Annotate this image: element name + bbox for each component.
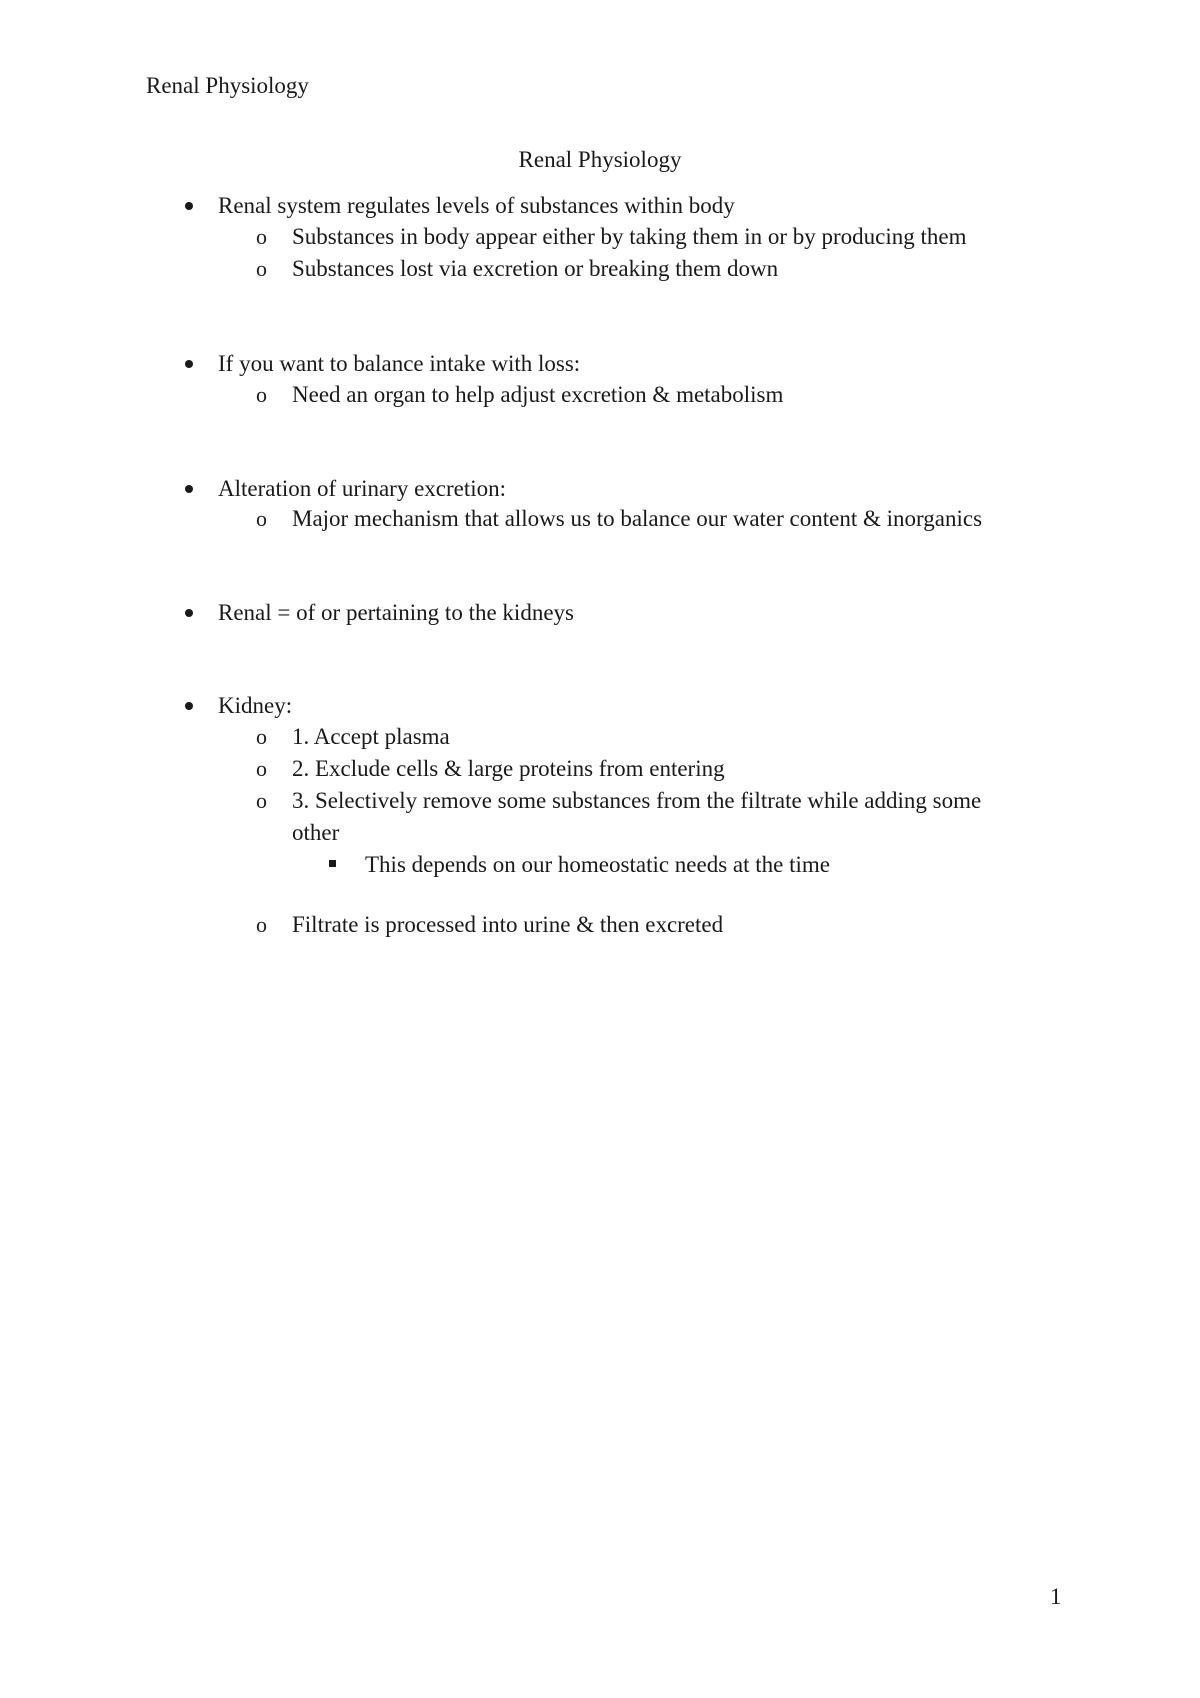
circle-bullet-icon: o (256, 724, 267, 749)
list-item-level1: Kidney: (218, 693, 293, 718)
list-item-level2: Need an organ to help adjust excretion & metabolism (292, 382, 784, 407)
list-item-level3: This depends on our homeostatic needs at the time (365, 852, 830, 877)
list-item-level2: Filtrate is processed into urine & then excreted (292, 912, 724, 937)
list-item-level1: If you want to balance intake with loss: (218, 351, 581, 376)
list-item-level2: 2. Exclude cells & large proteins from entering (292, 756, 725, 781)
circle-bullet-icon: o (256, 912, 267, 937)
circle-bullet-icon: o (256, 788, 267, 813)
page-number: 1 (1050, 1584, 1062, 1609)
bullet-icon (185, 202, 193, 210)
bullet-icon (185, 702, 193, 710)
list-item-level1: Alteration of urinary excretion: (218, 476, 507, 501)
running-header: Renal Physiology (146, 73, 309, 98)
list-item-level1: Renal system regulates levels of substances within body (218, 193, 735, 218)
bullet-icon (185, 609, 193, 617)
circle-bullet-icon: o (256, 382, 267, 407)
circle-bullet-icon: o (256, 256, 267, 281)
list-item-level2: Major mechanism that allows us to balance our water content & inorganics (292, 506, 983, 531)
list-item-level2: 1. Accept plasma (292, 724, 450, 749)
document-title: Renal Physiology (518, 147, 682, 172)
square-bullet-icon (329, 860, 336, 867)
bullet-icon (185, 485, 193, 493)
list-item-level1: Renal = of or pertaining to the kidneys (218, 600, 574, 625)
circle-bullet-icon: o (256, 506, 267, 531)
bullet-icon (185, 360, 193, 368)
list-item-level2-continuation: other (292, 820, 340, 845)
circle-bullet-icon: o (256, 224, 267, 249)
list-item-level2: Substances in body appear either by taking them in or by producing them (292, 224, 967, 249)
list-item-level2: Substances lost via excretion or breaking them down (292, 256, 779, 281)
circle-bullet-icon: o (256, 756, 267, 781)
list-item-level2: 3. Selectively remove some substances from the filtrate while adding some (292, 788, 982, 813)
